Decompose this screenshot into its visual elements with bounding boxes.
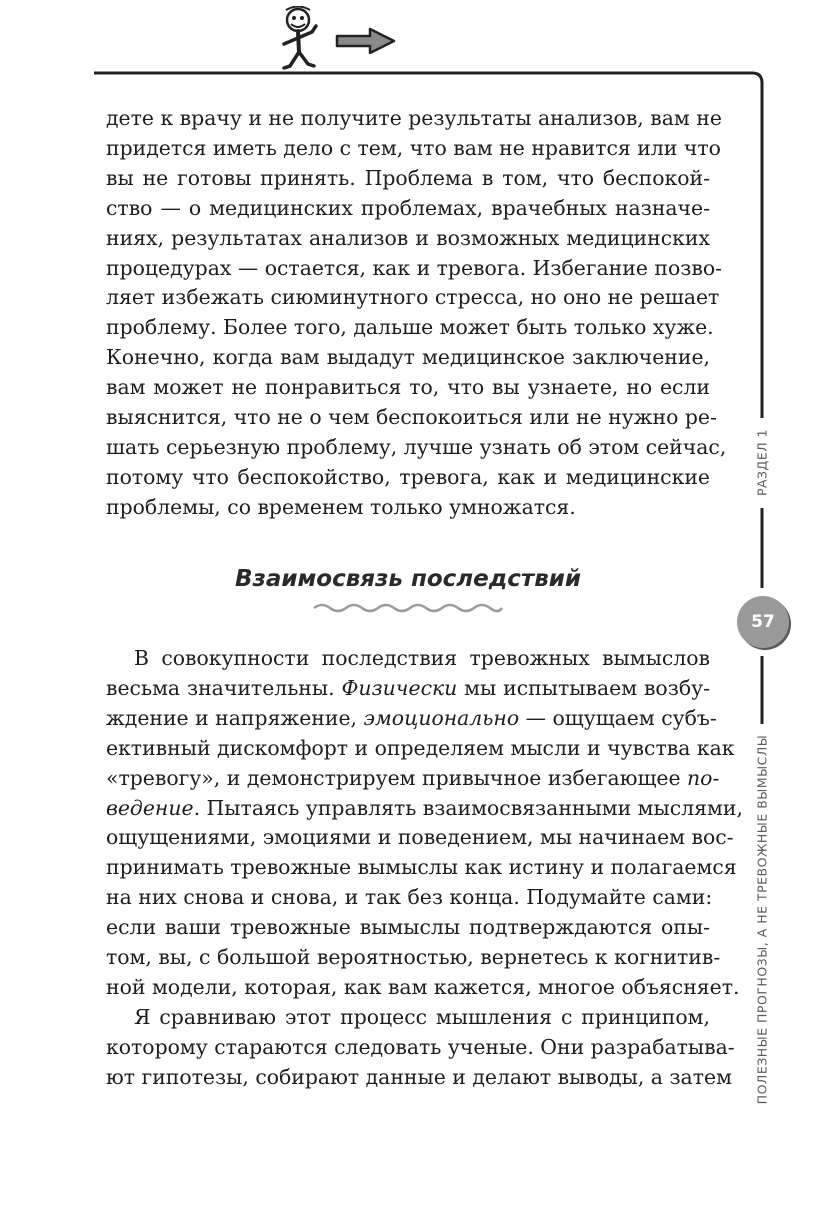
- text-line: вы не готовы принять. Проблема в том, что беспокой-: [106, 165, 710, 190]
- text-line: весьма значительны. Физически мы испытываем возбу-: [106, 675, 710, 700]
- paragraph-1: [106, 104, 727, 523]
- text-line: дете к врачу и не получите результаты анализов, вам не: [106, 106, 722, 130]
- text-line: «тревогу», и демонстрируем привычное избегающее по-: [106, 765, 720, 790]
- text-line: проблему. Более того, дальше может быть только хуже.: [106, 315, 714, 340]
- text-line: которому стараются следовать ученые. Они разрабатыва-: [106, 1034, 735, 1059]
- emphasis: ведение: [106, 795, 194, 820]
- text-line: на них снова и снова, и так без конца. Подумайте сами:: [106, 885, 713, 910]
- text-line: В совокупности последствия тревожных вымыслов: [134, 646, 710, 670]
- text-line: ной модели, которая, как вам кажется, многое объясняет.: [106, 974, 740, 999]
- text-line: ство — о медицинских проблемах, врачебных назначе-: [106, 195, 710, 220]
- text-line: вам может не понравиться то, что вы узнаете, но если: [106, 375, 710, 400]
- text-line: принимать тревожные вымыслы как истину и полагаемся: [106, 855, 737, 880]
- page-number-badge: 57: [737, 596, 789, 648]
- emphasis: эмоционально: [363, 705, 520, 730]
- text-line: ведение. Пытаясь управлять взаимосвязанными мыслями,: [106, 795, 743, 820]
- stick-figure-mascot-icon: [272, 6, 332, 74]
- text-line: шать серьезную проблему, лучше узнать об этом сейчас,: [106, 434, 727, 459]
- section-heading: Взаимосвязь последствий: [234, 566, 582, 592]
- text-line: проблемы, со временем только умножатся.: [106, 494, 576, 519]
- text-line: Я сравниваю этот процесс мышления с принципом,: [134, 1004, 710, 1029]
- text-line: выяснится, что не о чем беспокоиться или не нужно ре-: [106, 405, 717, 430]
- text-line: процедурах — остается, как и тревога. Избегание позво-: [106, 255, 723, 280]
- text-line: ниях, результатах анализов и возможных медицинских: [106, 225, 710, 250]
- text-line: ляет избежать сиюминутного стресса, но оно не решает: [106, 285, 720, 310]
- text-line: потому что беспокойство, тревога, как и медицинские: [106, 464, 710, 489]
- emphasis: Физически: [341, 675, 458, 700]
- text-line: ждение и напряжение, эмоционально — ощущаем субъ-: [106, 705, 717, 730]
- wavy-divider: [312, 602, 504, 614]
- paragraph-2: [106, 644, 743, 1093]
- section-label: РАЗДЕЛ 1: [754, 428, 770, 497]
- arrow-right-icon: [334, 26, 398, 56]
- text-line: ощущениями, эмоциями и поведением, мы начинаем вос-: [106, 825, 734, 850]
- running-title: ПОЛЕЗНЫЕ ПРОГНОЗЫ, А НЕ ТРЕВОЖНЫЕ ВЫМЫСЛЫ: [754, 734, 770, 1105]
- text-line: ют гипотезы, собирают данные и делают выводы, а затем: [106, 1064, 732, 1089]
- emphasis: по-: [687, 765, 720, 790]
- text-line: придется иметь дело с тем, что вам не нравится или что: [106, 135, 721, 160]
- text-line: ективный дискомфорт и определяем мысли и чувства как: [106, 735, 735, 760]
- text-line: том, вы, с большой вероятностью, вернетесь к когнитив-: [106, 945, 721, 970]
- text-line: если ваши тревожные вымыслы подтверждаются опы-: [106, 915, 710, 940]
- text-line: Конечно, когда вам выдадут медицинское заключение,: [106, 345, 710, 370]
